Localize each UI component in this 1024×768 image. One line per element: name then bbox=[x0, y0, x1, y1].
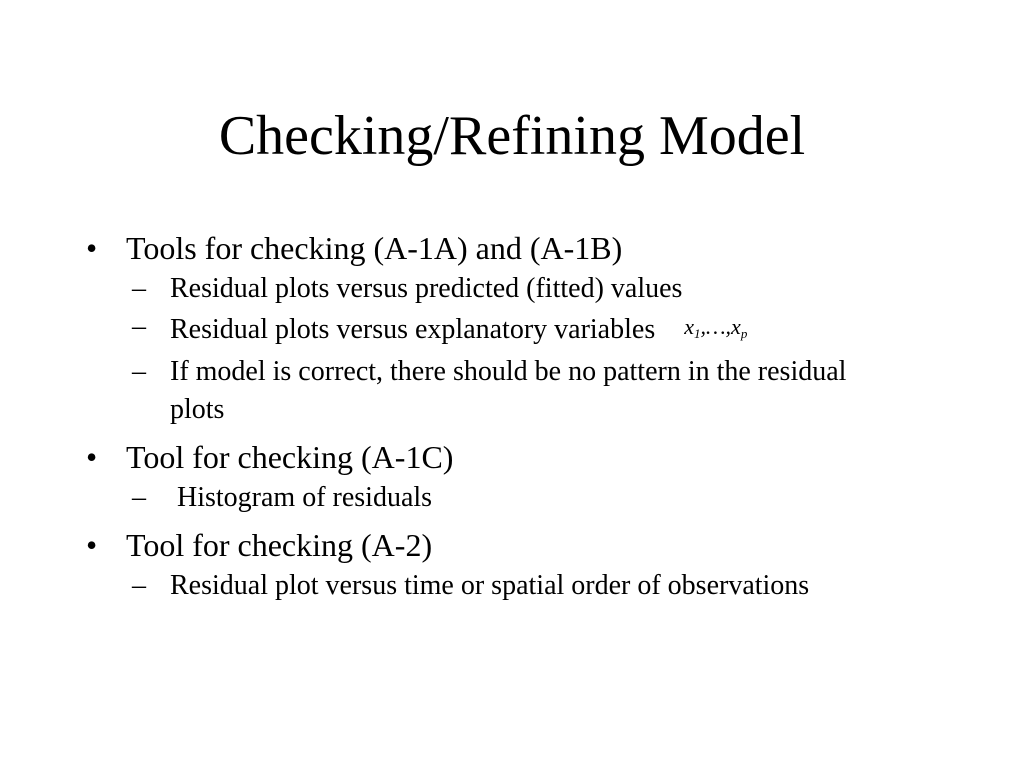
slide-title: Checking/Refining Model bbox=[218, 105, 806, 167]
math-var-x: x bbox=[731, 314, 741, 339]
sub-bullet-text: Histogram of residuals bbox=[170, 482, 433, 513]
sub-bullet-marker: – bbox=[132, 356, 146, 387]
sub-bullet-item bbox=[132, 567, 906, 605]
math-ellipsis: ,…, bbox=[700, 314, 732, 339]
sub-bullet-text: Residual plots versus predicted (fitted) values bbox=[170, 273, 683, 304]
bullet-item bbox=[86, 226, 906, 270]
bullet-group-3 bbox=[86, 523, 906, 605]
sub-bullet-item bbox=[132, 308, 906, 353]
sub-bullet-text: If model is correct, there should be no pattern in the residual plots bbox=[170, 356, 847, 425]
sub-bullet-text: Residual plot versus time or spatial order of observations bbox=[170, 570, 810, 601]
bullet-marker: • bbox=[86, 527, 98, 563]
math-var-x: x bbox=[684, 314, 694, 339]
sub-bullet-marker: – bbox=[132, 482, 146, 513]
sub-bullet-marker: – bbox=[132, 311, 146, 342]
math-subscript: 1 bbox=[693, 326, 701, 341]
sub-bullet-marker: – bbox=[132, 273, 146, 304]
sub-bullet-text: Residual plots versus explanatory variables bbox=[170, 314, 656, 345]
bullet-item bbox=[86, 435, 906, 479]
sub-bullet-item bbox=[132, 479, 906, 517]
bullet-text: Tool for checking (A-2) bbox=[126, 527, 433, 563]
math-formula bbox=[684, 308, 747, 353]
bullet-marker: • bbox=[86, 439, 98, 475]
sub-bullet-item bbox=[132, 270, 906, 308]
sub-bullet-item bbox=[132, 353, 906, 429]
bullet-marker: • bbox=[86, 230, 98, 266]
bullet-group-2 bbox=[86, 435, 906, 517]
bullet-list bbox=[86, 226, 906, 605]
bullet-text: Tools for checking (A-1A) and (A-1B) bbox=[126, 230, 623, 266]
math-subscript: p bbox=[740, 326, 748, 341]
bullet-text: Tool for checking (A-1C) bbox=[126, 439, 454, 475]
sub-bullet-marker: – bbox=[132, 570, 146, 601]
bullet-group-1 bbox=[86, 226, 906, 429]
bullet-item bbox=[86, 523, 906, 567]
